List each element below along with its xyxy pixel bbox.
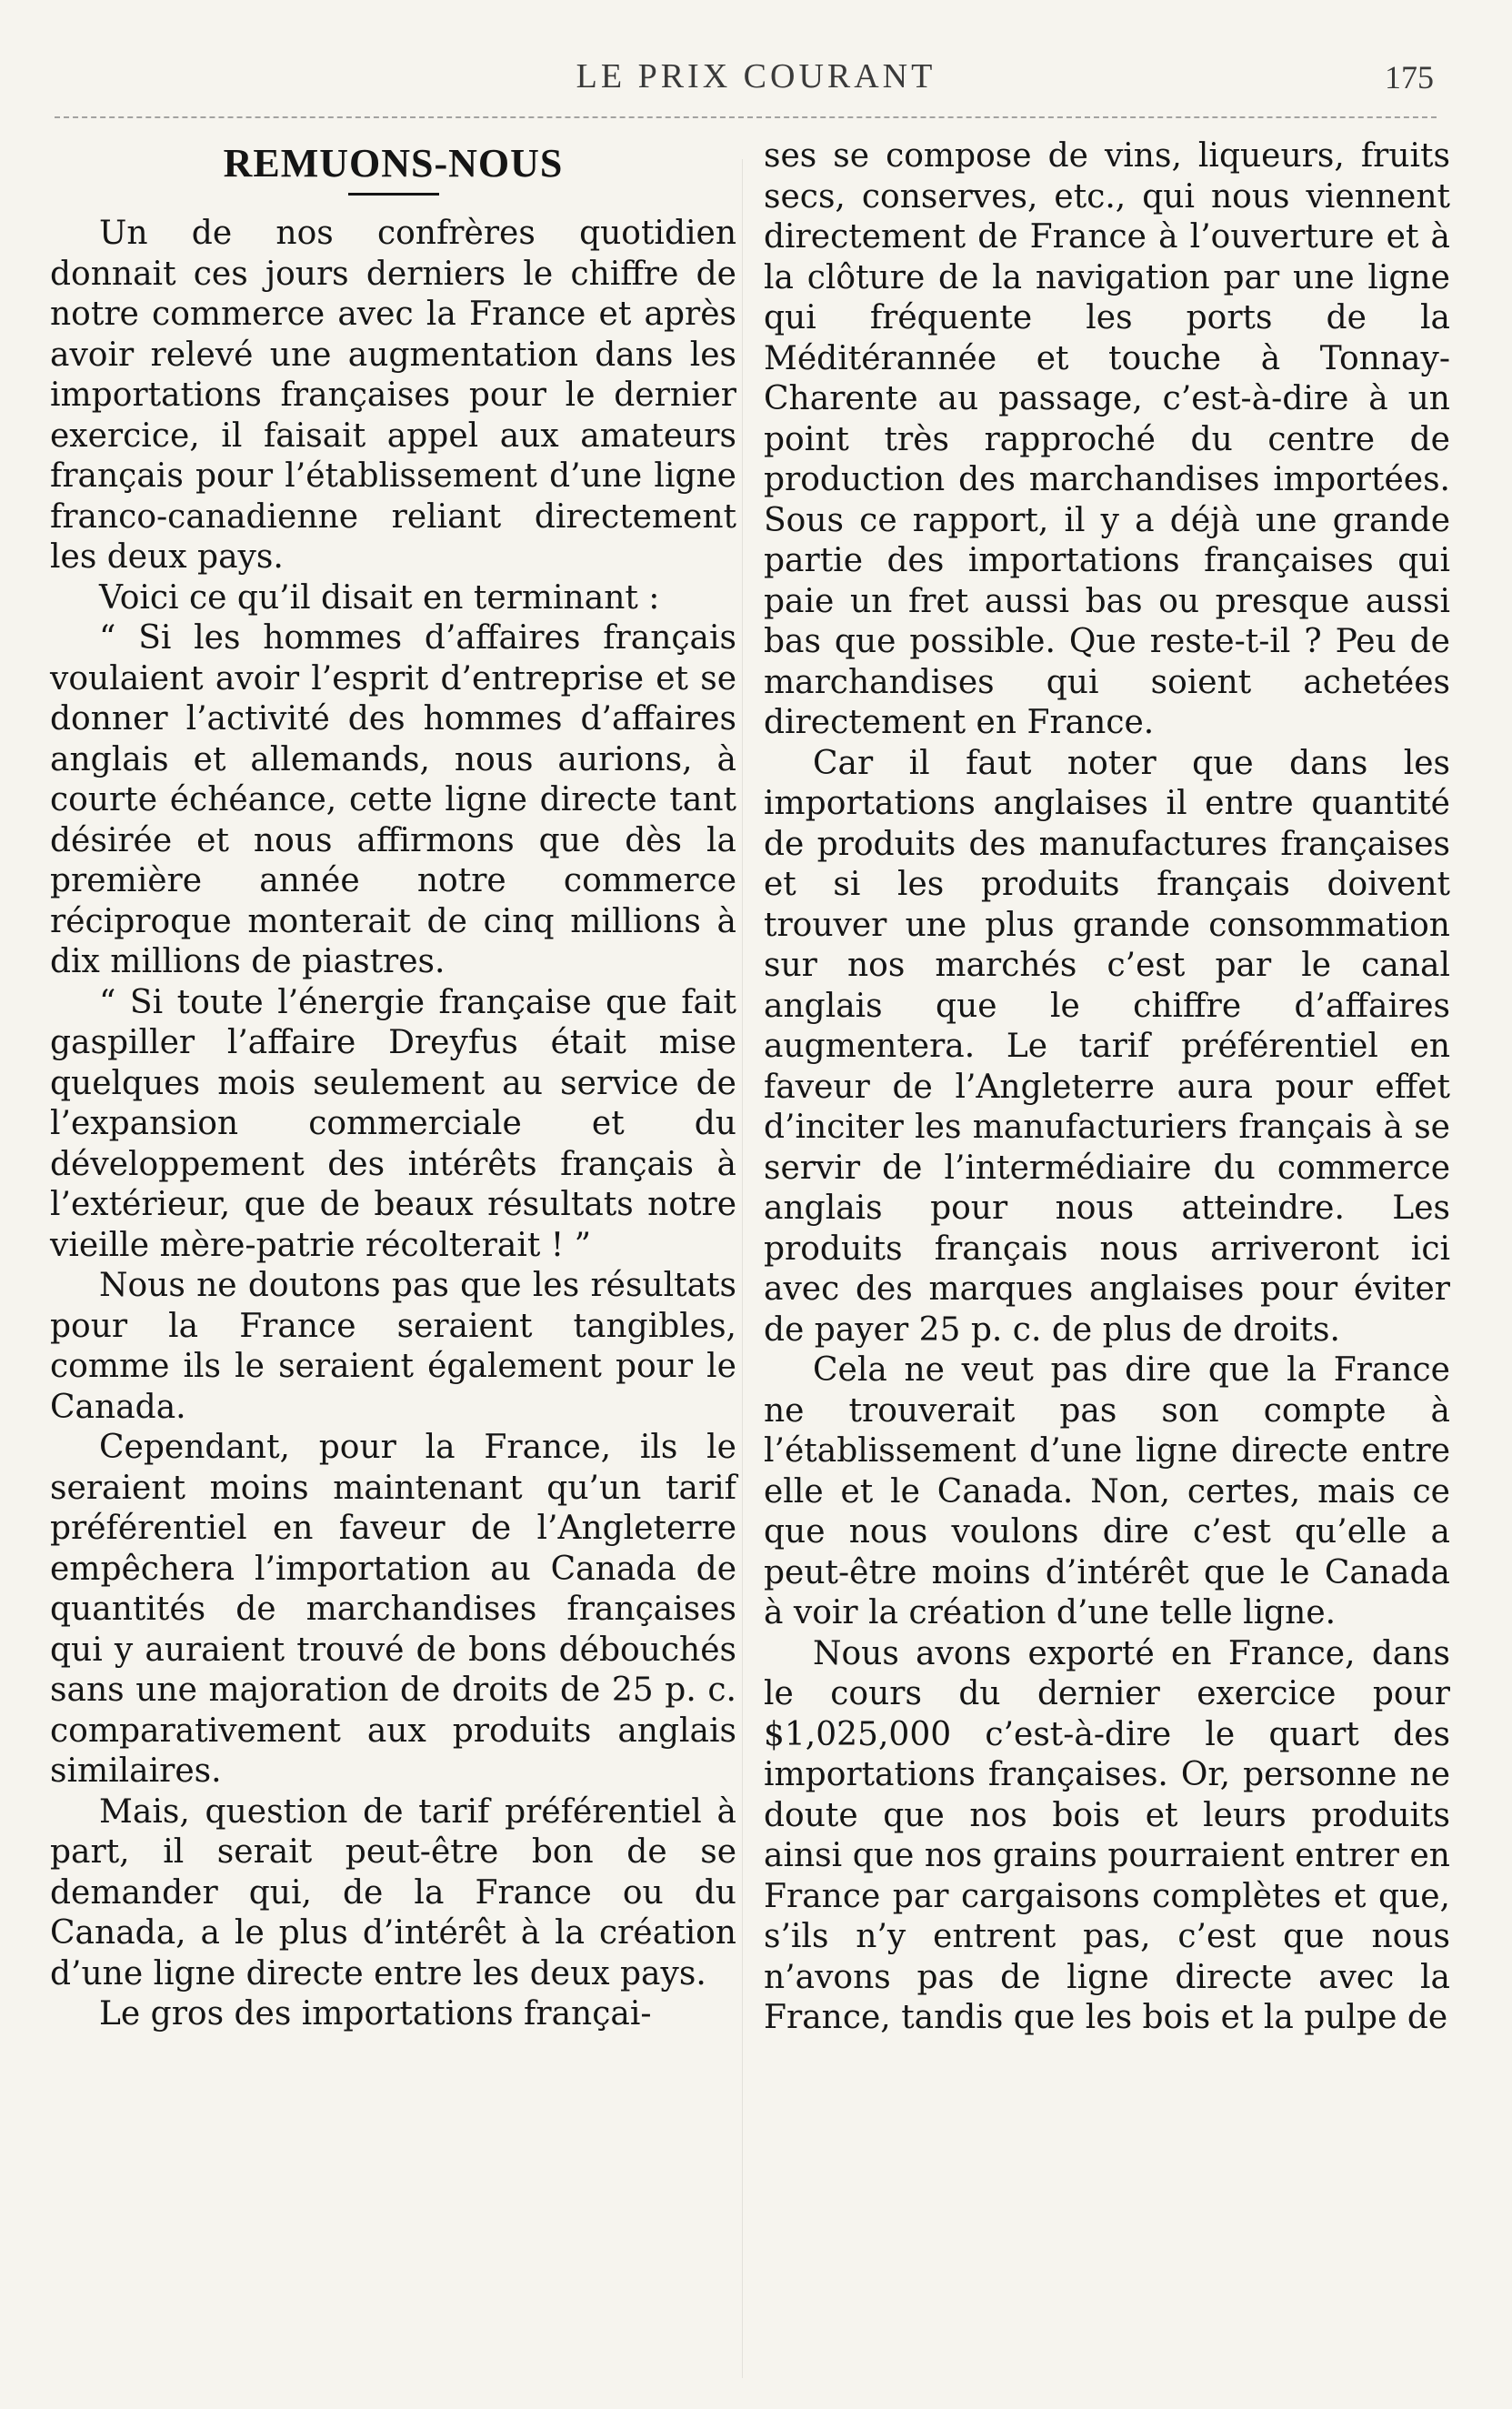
paragraph: Cependant, pour la France, ils le seraient moins maintenant qu’un tarif préférentiel en faveur de l’Angleterre empêchera l’importation au Canada de quantités de marchandises françaises qui y auraient trouvé de bons débouchés sans une majoration de droits de 25 p. c. comparativement aux produits anglais similaires. bbox=[50, 1429, 736, 1790]
page-number: 175 bbox=[1385, 59, 1434, 95]
column-divider bbox=[742, 159, 743, 2378]
title-rule bbox=[348, 193, 439, 196]
paragraph: Car il faut noter que dans les importations anglaises il entre quantité de produits des manufactures françaises et si les produits français doivent trouver une plus grande consommation sur nos marchés c’est par le canal anglais que le chiffre d’affaires augmentera. Le tarif préférentiel en faveur de l’Angleterre aura pour effet d’inciter les manufacturiers français à se servir de l’intermédiaire du commerce anglais pour nous atteindre. Les produits français nous arriveront ici avec des marques anglaises pour éviter de payer 25 p. c. de plus de droits. bbox=[764, 744, 1450, 1349]
right-column bbox=[764, 136, 1450, 2039]
paragraph: Mais, question de tarif préférentiel à part, il serait peut-être bon de se demander qui, de la France ou du Canada, a le plus d’intérêt à la création d’une ligne directe entre les deux pays. bbox=[50, 1792, 736, 1992]
paragraph: “ Si les hommes d’affaires français voulaient avoir l’esprit d’entreprise et se donner l’activité des hommes d’affaires anglais et allemands, nous aurions, à courte échéance, cette ligne directe tant désirée et nous affirmons que dès la première année notre commerce réciproque monterait de cinq millions à dix millions de piastres. bbox=[50, 619, 736, 980]
paragraph: “ Si toute l’énergie française que fait gaspiller l’affaire Dreyfus était mise quelques mois seulement au service de l’expansion commerciale et du développement des intérêts français à l’extérieur, que de beaux résultats notre vieille mère-patrie récolterait ! ” bbox=[50, 983, 736, 1264]
article-title: REMUONS-NOUS bbox=[223, 141, 564, 186]
paragraph: Nous avons exporté en France, dans le cours du dernier exercice pour $1,025,000 c’est-à-dire le quart des importations françaises. Or, personne ne doute que nos bois et leurs produits ainsi que nos grains pourraient entrer en France par cargaisons complètes et que, s’ils n’y entrent pas, c’est que nous n’avons pas de ligne directe avec la France, tandis que les bois et la pulpe de bbox=[764, 1634, 1450, 2036]
paragraph: Un de nos confrères quotidien donnait ces jours derniers le chiffre de notre commerce avec la France et après avoir relevé une augmentation dans les importations françaises pour le dernier exercice, il faisait appel aux amateurs français pour l’établissement d’une ligne franco-canadienne reliant directement les deux pays. bbox=[50, 215, 736, 576]
paragraph: Nous ne doutons pas que les résultats pour la France seraient tangibles, comme ils le seraient également pour le Canada. bbox=[50, 1267, 736, 1426]
paragraph: Le gros des importations françai- bbox=[99, 1995, 652, 2033]
page-header bbox=[0, 56, 1512, 111]
paragraph: ses se compose de vins, liqueurs, fruits secs, conserves, etc., qui nous viennent directement de France à l’ouverture et à la clôture de la navigation par une ligne qui fréquente les ports de la Méditérannée et touche à Tonnay-Charente au passage, c’est-à-dire à un point très rapproché du centre de production des marchandises importées. Sous ce rapport, il y a déjà une grande partie des importations françaises qui paie un fret aussi bas ou presque aussi bas que possible. Que reste-t-il ? Peu de marchandises qui soient achetées directement en France. bbox=[764, 137, 1450, 741]
paragraph: Voici ce qu’il disait en terminant : bbox=[99, 578, 660, 617]
left-column bbox=[50, 136, 736, 2035]
paragraph: Cela ne veut pas dire que la France ne trouverait pas son compte à l’établissement d’une ligne directe entre elle et le Canada. Non, certes, mais ce que nous voulons dire c’est qu’elle a peut-être moins d’intérêt que le Canada à voir la création d’une telle ligne. bbox=[764, 1351, 1450, 1631]
running-title: LE PRIX COURANT bbox=[576, 57, 936, 95]
header-rule bbox=[55, 116, 1437, 118]
